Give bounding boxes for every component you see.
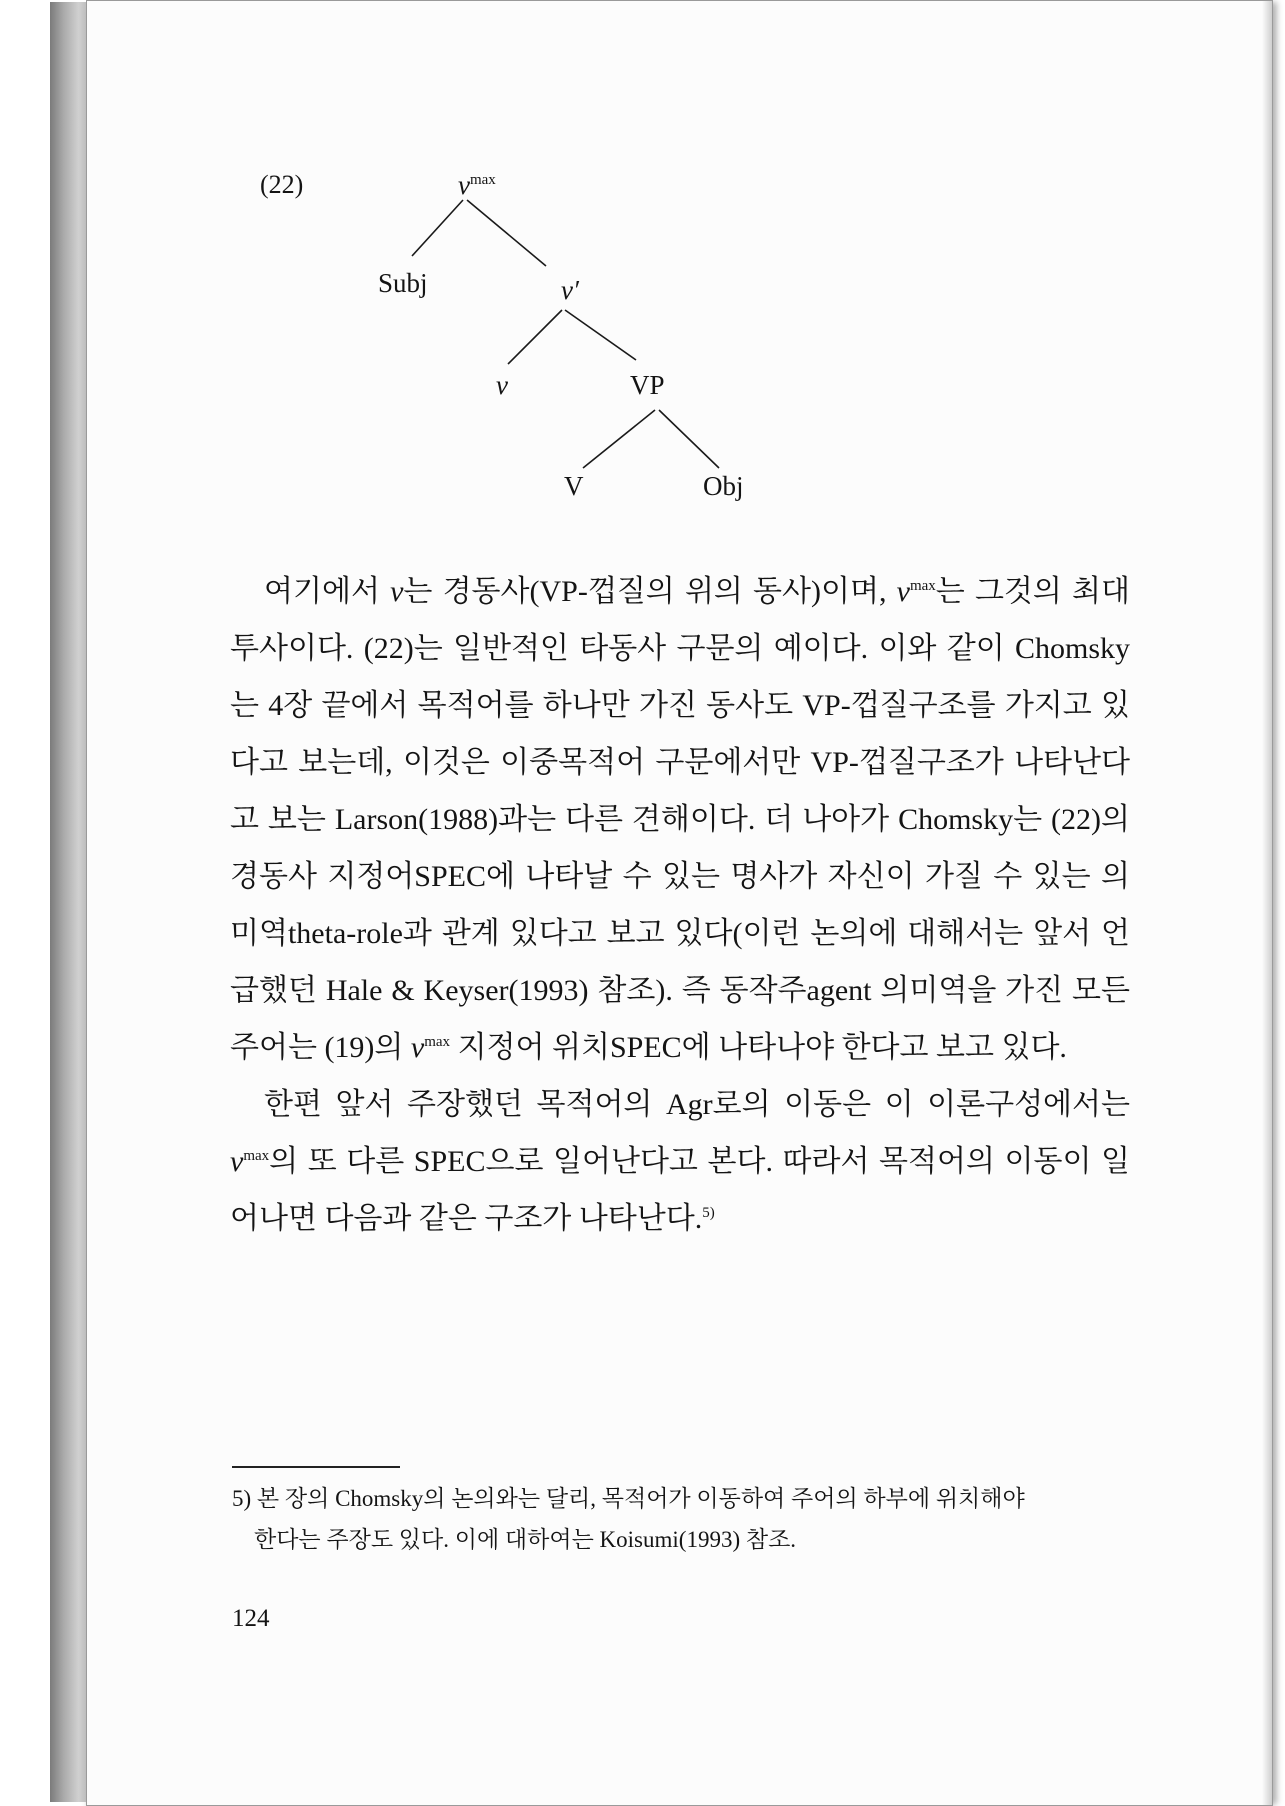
branch-vp-obj [659,410,719,468]
tree-node-obj: Obj [703,471,744,501]
p1-text-4: 지정어 위치SPEC에 나타나야 한다고 보고 있다. [450,1031,1067,1064]
footnote-line-2: 한다는 주장도 있다. 이에 대하여는 Koisumi(1993) 참조. [254,1527,797,1552]
p1-text-1: 여기에서 [264,575,391,608]
footnote-line-1: 5) 본 장의 Chomsky의 논의와는 달리, 목적어가 이동하여 주어의 하부에 위치해야 [232,1486,1025,1511]
branch-vbar-vp [565,310,636,360]
p1-v: v [390,575,404,608]
paragraph-1 [230,563,1130,1076]
p1-vmax2-sup: max [424,1034,451,1050]
page-number: 124 [232,1605,270,1632]
p1-text-2: 는 경동사(VP-껍질의 위의 동사)이며, [403,575,897,608]
branch-root-vbar [467,200,546,266]
p2-text-2: 의 또 다른 SPEC으로 일어난다고 본다. 따라서 목적어의 이동이 일어나면 다음과 같은 구조가 나타난다. [230,1145,1130,1235]
branch-root-subj [412,200,463,256]
tree-node-v: v [496,370,508,400]
p1-text-3: 는 그것의 최대투사이다. (22)는 일반적인 타동사 구문의 예이다. 이와 같이 Chomsky는 4장 끝에서 목적어를 하나만 가진 동사도 VP-껍질구조를 가지고 있다고 보는데, 이것은 이중목적어 구문에서만 VP-껍질구조가 나타난다고 보는 Larson(1988)과는 다른 견해이다. 더 나아가 Chomsky는 (22)의 경동사 지정어SPEC에 나타날 수 있는 명사가 자신이 가질 수 있는 의미역theta-role과 관계 있다고 보고 있다(이런 논의에 대해서는 앞서 언급했던 Hale & Keyser(1993) 참조). 즉 동작주agent 의미역을 가진 모든 주어는 (19)의 [230,575,1131,1064]
footnote [232,1478,1132,1560]
paragraph-2 [230,1076,1130,1247]
footnote-divider [232,1466,400,1468]
p2-vmax-sup: max [243,1148,270,1164]
p2-text-1: 한편 앞서 주장했던 목적어의 Agr로의 이동은 이 이론구성에서는 [264,1088,1130,1121]
p2-vmax-base: v [230,1145,244,1178]
tree-node-V: V [564,471,584,501]
p1-vmax2-base: v [410,1031,425,1064]
branch-vbar-v [508,310,562,364]
tree-node-vmax-base: v [458,170,470,200]
tree-node-vbar: v′ [561,275,579,305]
tree-node-vp: VP [630,370,665,400]
tree-node-vmax-sup: max [469,172,496,188]
body-text [230,563,1130,1247]
syntax-tree-branches [0,0,1285,520]
p1-vmax-base: v [896,575,910,608]
branch-vp-V [583,410,655,468]
example-number: (22) [260,170,304,199]
tree-node-subj: Subj [378,268,428,298]
p1-vmax-sup: max [909,578,936,594]
footnote-reference: 5) [702,1205,715,1221]
tree-node-vmax [458,170,496,200]
